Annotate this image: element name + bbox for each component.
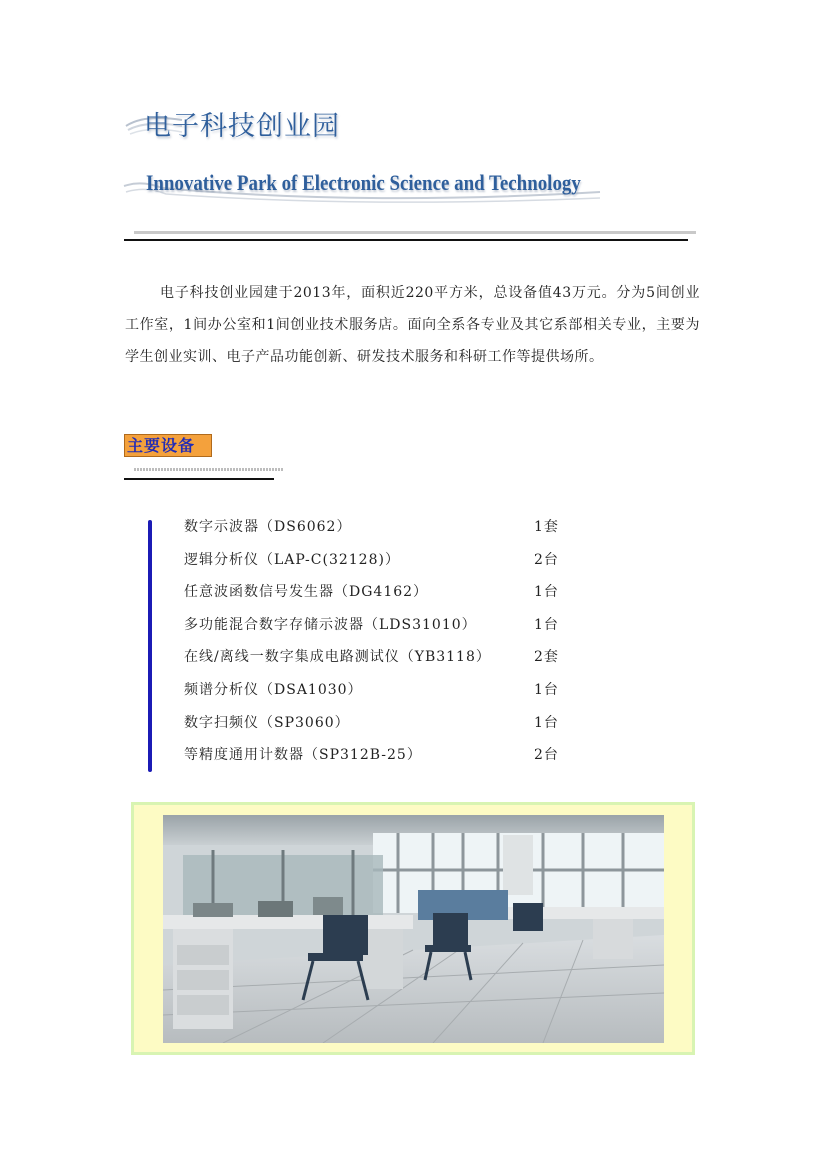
equipment-list [184, 512, 604, 773]
equipment-quantity: 1套 [534, 519, 559, 535]
intro-paragraph: 电子科技创业园建于2013年，面积近220平方米，总设备值43万元。分为5间创业工作室，1间办公室和1间创业技术服务店。面向全系各专业及其它系部相关专业，主要为学生创业实训、电子产品功能创新、研发技术服务和科研工作等提供场所。 [125, 285, 700, 365]
equipment-item [184, 610, 604, 643]
section-underline [124, 478, 274, 480]
equipment-item [184, 577, 604, 610]
equipment-item [184, 642, 604, 675]
equipment-item [184, 512, 604, 545]
equipment-item [184, 740, 604, 773]
section-dotted-rule [134, 468, 284, 471]
equipment-name: 频谱分析仪（DSA1030） [184, 681, 363, 698]
lab-room-photo [163, 815, 664, 1043]
page-title-chinese: 电子科技创业园 [144, 111, 340, 142]
header-divider-black [124, 239, 688, 241]
equipment-name: 多功能混合数字存储示波器（LDS31010） [184, 616, 477, 633]
equipment-name: 数字扫频仪（SP3060） [184, 714, 350, 731]
equipment-item [184, 708, 604, 741]
equipment-name: 数字示波器（DS6062） [184, 519, 352, 535]
header-divider-grey [134, 231, 696, 234]
equipment-list-accent-bar [148, 520, 152, 772]
equipment-quantity: 2台 [534, 747, 559, 764]
equipment-quantity: 2台 [534, 551, 559, 568]
section-heading-equipment: 主要设备 [124, 434, 212, 457]
equipment-name: 在线/离线一数字集成电路测试仪（YB3118） [184, 649, 491, 666]
equipment-quantity: 1台 [534, 584, 559, 601]
equipment-quantity: 1台 [534, 714, 559, 731]
page-title-english: Innovative Park of Electronic Science and Technology [146, 170, 581, 195]
equipment-item [184, 675, 604, 708]
equipment-quantity: 1台 [534, 616, 559, 633]
equipment-quantity: 1台 [534, 681, 559, 698]
equipment-name: 任意波函数信号发生器（DG4162） [184, 584, 429, 601]
equipment-item [184, 545, 604, 578]
equipment-name: 逻辑分析仪（LAP-C(32128)） [184, 551, 400, 568]
equipment-quantity: 2套 [534, 649, 559, 666]
equipment-name: 等精度通用计数器（SP312B-25） [184, 747, 422, 764]
